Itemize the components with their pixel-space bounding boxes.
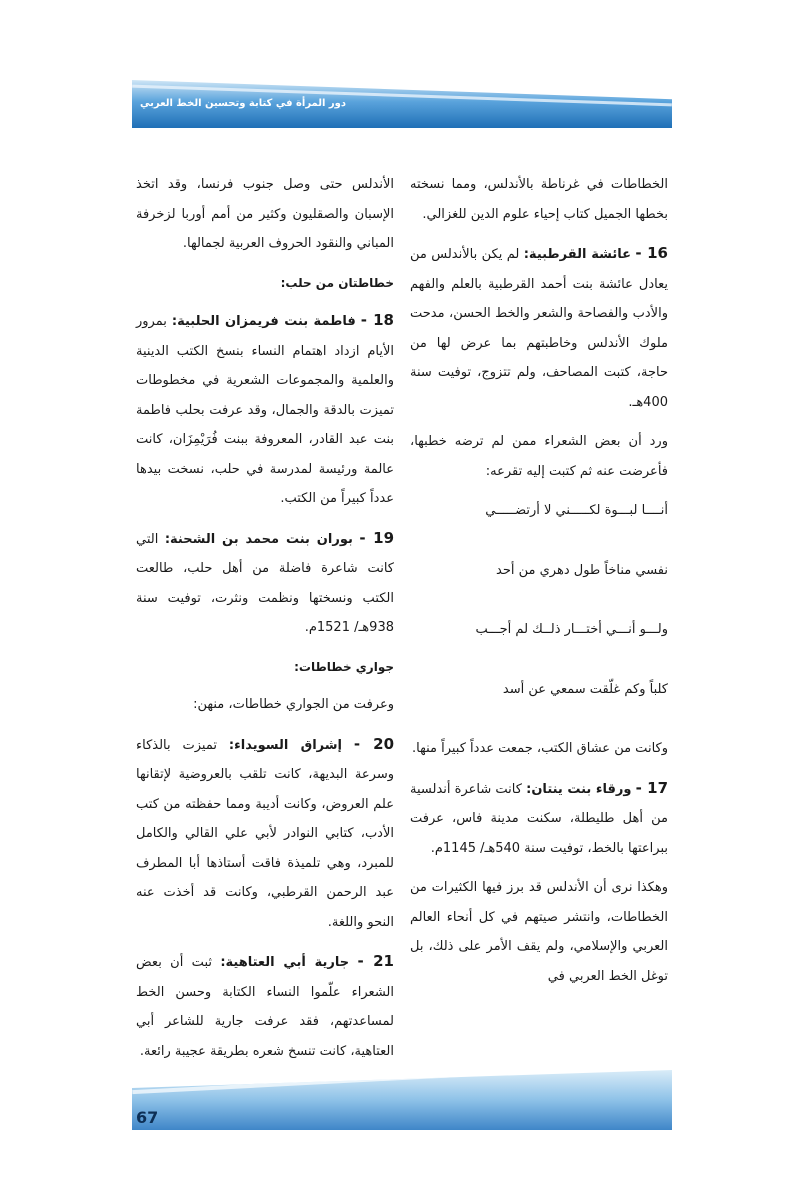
item-number: 20 - <box>353 734 395 753</box>
item-name: إشراق السويداء: <box>228 737 343 753</box>
item-name: بوران بنت محمد بن الشحنة: <box>164 531 353 547</box>
item-text: بمرور الأيام ازداد اهتمام النساء بنسخ الكتب الدينية والعلمية والمجموعات الشعرية في مخطوطات تميزت بالدقة والجمال، وقد عرفت بحلب فاطمة بنت عبد القادر، المعروفة ببنت فُرَيْمِزَان، كانت عالمة ورئيسة لمدرسة في حلب، نسخت بيدها عدداً كبيراً من الكتب. <box>136 314 394 506</box>
item-text: تميزت بالذكاء وسرعة البديهة، كانت تلقب بالعروضية لإتقانها علم العروض، وكانت أديبة ومما حفظته من كتب الأدب، كتابي النوادر لأبي علي القالي والكامل للمبرد، وهي تلميذة فاقت أستاذها أبا المطرف عبد الرحمن القرطبي، وكانت قد أخذت عنه النحو واللغة. <box>136 737 394 930</box>
section-subheading: خطاطتان من حلب: <box>280 275 394 290</box>
left-column <box>136 170 394 1076</box>
item-text: لم يكن بالأندلس من يعادل عائشة بنت أحمد القرطبية بالعلم والفهم والأدب والفصاحة والشعر والخط الحسن، مدحت ملوك الأندلس وخاطبتهم بما عرض لها من حاجة، كتبت المصاحف، ولم تتزوج، توفيت سنة 400هـ. <box>410 247 668 410</box>
paragraph: وهكذا نرى أن الأندلس قد برز فيها الكثيرات من الخطاطات، وانتشر صيتهم في كل أنحاء العالم العربي والإسلامي، ولم يقف الأمر على ذلك، بل توغل الخط العربي في <box>410 880 668 984</box>
poem-verse: ولـــو أنـــي أختـــار ذلــك لم أجـــب <box>475 622 668 637</box>
item-text: ثبت أن بعض الشعراء علّموا النساء الكتابة وحسن الخط لمساعدتهم، فقد عرفت جارية للشاعر أبي العتاهية، كانت تنسخ شعره بطريقة عجيبة رائعة. <box>136 955 394 1059</box>
list-item <box>136 947 394 1066</box>
page-number: 67 <box>136 1108 159 1127</box>
list-item <box>136 306 394 514</box>
item-number: 17 - <box>635 778 669 797</box>
list-item <box>136 730 394 938</box>
paragraph: الخطاطات في غرناطة بالأندلس، ومما نسخته بخطها الجميل كتاب إحياء علوم الدين للغزالي. <box>410 177 668 222</box>
poem-verse: كلباً وكم غلّقت سمعي عن أسد <box>502 681 668 697</box>
paragraph: ورد أن بعض الشعراء ممن لم ترضه خطبها، فأعرضت عنه ثم كتبت إليه تقرعه: <box>410 434 668 479</box>
list-item <box>410 774 668 864</box>
item-number: 21 - <box>357 952 394 970</box>
item-name: جارية أبي العتاهية: <box>220 955 350 970</box>
item-name: عائشة القرطبية: <box>523 247 631 262</box>
poem-verse: أنــــا لبـــوة لكـــــني لا أرتضـــــي <box>485 503 668 518</box>
right-column <box>410 170 668 1001</box>
section-subheading: جواري خطاطات: <box>294 659 394 674</box>
item-number: 16 - <box>635 244 668 262</box>
footer-band <box>132 1070 672 1130</box>
paragraph: الأندلس حتى وصل جنوب فرنسا، وقد اتخذ الإسبان والصقليون وكثير من أمم أوربا لزخرفة المباني والنقود الحروف العربية لجمالها. <box>136 177 394 251</box>
paragraph: وعرفت من الجواري خطاطات، منهن: <box>193 697 394 712</box>
running-header-title: دور المرأة في كتابة وتحسين الخط العربي <box>140 98 347 109</box>
paragraph: وكانت من عشاق الكتب، جمعت عدداً كبيراً منها. <box>412 741 668 756</box>
item-text: التي كانت شاعرة فاضلة من أهل حلب، طالعت الكتب ونسختها ونظمت ونثرت، توفيت سنة 938هـ/ 1521م. <box>136 531 394 635</box>
list-item <box>136 524 394 643</box>
item-name: ورقاء بنت ينتان: <box>526 781 632 797</box>
item-number: 18 - <box>360 311 394 329</box>
list-item <box>410 239 668 417</box>
item-name: فاطمة بنت فريمزان الحلبية: <box>171 314 356 329</box>
poem-verse: نفسي مناخاً طول دهري من أحد <box>496 562 668 578</box>
item-text: كانت شاعرة أندلسية من أهل طليطلة، سكنت مدينة فاس، عرفت ببراعتها بالخط، توفيت سنة 540هـ/ 1145م. <box>410 781 668 856</box>
item-number: 19 - <box>359 528 395 547</box>
